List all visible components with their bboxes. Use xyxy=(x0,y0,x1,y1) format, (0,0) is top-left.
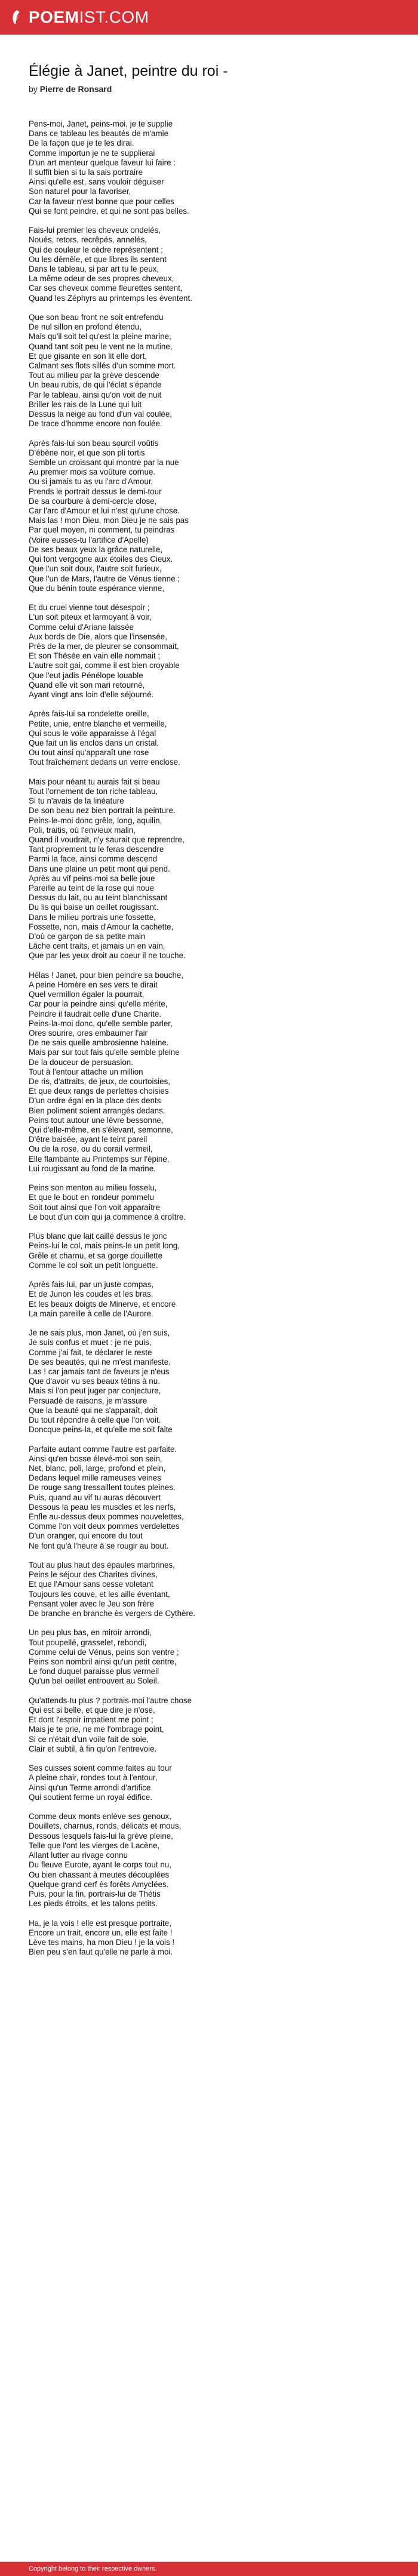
copyright-text: Copyright belong to their respective owners. xyxy=(29,2565,157,2572)
poem-line: Lâche cent traits, et jamais un en vain, xyxy=(29,941,165,951)
poem-line: Pareille au teint de la rose qui noue xyxy=(29,883,154,892)
poem-line: Que l'un de Mars, l'autre de Vénus tienne ; xyxy=(29,574,180,583)
poem-line: Comme j'ai fait, te déclarer le reste xyxy=(29,1347,152,1357)
poem-line: Mais par sur tout fais qu'elle semble pleine xyxy=(29,1048,180,1057)
poem-line: Que du bénin toute espérance vienne, xyxy=(29,583,165,593)
poem-line: Bien peu s'en faut qu'elle ne parle à moi. xyxy=(29,1947,173,1957)
poem-line: Car la faveur n'est bonne que pour celles xyxy=(29,196,174,206)
poem-line: Comme importun je ne te supplierai xyxy=(29,148,155,158)
poem-line: Las ! car jamais tant de faveurs je n'eus xyxy=(29,1367,170,1377)
poem-line: Dessous la peau les muscles et les nerfs, xyxy=(29,1502,176,1512)
poem-line: De sa courbure à demi-cercle close, xyxy=(29,496,157,506)
poem-line: Puis, pour la fin, portrais-lui de Thétis xyxy=(29,1889,161,1898)
poem-line: Prends le portrait dessus le demi-tour xyxy=(29,487,162,496)
poem-line: Ou si jamais tu as vu l'arc d'Amour, xyxy=(29,477,153,487)
poem-line: Quand elle vit son mari retourné, xyxy=(29,680,145,690)
logo-text-bold: POEM xyxy=(29,8,79,26)
poem-line: Mais si l'on peut juger par conjecture, xyxy=(29,1386,161,1396)
poem-line: Quel vermillon égaler la pourrait, xyxy=(29,990,145,999)
poem-line: Ses cuisses soient comme faites au tour xyxy=(29,1764,172,1773)
stanza xyxy=(29,439,393,593)
poem-line: Peins-lui le col, mais peins-le un petit long, xyxy=(29,1241,180,1251)
poem-line: Dans une plaine un petit mont qui pend. xyxy=(29,864,170,873)
stanza xyxy=(29,1919,393,1958)
poem-line: Ayant vingt ans loin d'elle séjourné. xyxy=(29,690,154,699)
poem-line: Au premier mois sa voûture cornue. xyxy=(29,467,156,477)
poem-line: Net, blanc, poli, large, profond et plein, xyxy=(29,1464,166,1473)
poem-line: Calmant ses flots sillés d'un somme mort. xyxy=(29,361,176,371)
author-link[interactable]: Pierre de Ronsard xyxy=(39,84,112,94)
poem-line: Quelque grand cerf ès forêts Amyclées. xyxy=(29,1879,169,1889)
poem-line: Lui rougissant au fond de la marine. xyxy=(29,1164,156,1173)
stanza xyxy=(29,603,393,700)
poem-line: Soit tout ainsi que l'on voit apparaître xyxy=(29,1202,160,1212)
poem-line: Du tout répondre à celle que l'on voit. xyxy=(29,1415,161,1425)
poem-line: Et dont l'espoir impatient me point ; xyxy=(29,1715,153,1725)
poem-line: Ores sourire, ores embaumer l'air xyxy=(29,1028,148,1038)
poem-line: Peins son menton au milieu fosselu, xyxy=(29,1183,157,1193)
poem-line: Dessus la neige au fond d'un val coulée, xyxy=(29,410,173,419)
poem-line: Puis, quand au vif tu auras découvert xyxy=(29,1492,161,1502)
poem-line: Mais qu'il soit tel qu'est la pleine marine, xyxy=(29,332,171,341)
poem-line: Grêle et charnu, et sa gorge douillette xyxy=(29,1251,163,1260)
stanza xyxy=(29,777,393,961)
stanza xyxy=(29,1764,393,1802)
poem-line: (Voire eusses-tu l'artifice d'Apelle) xyxy=(29,535,149,544)
poem-line: Peins tout autour une lèvre bessonne, xyxy=(29,1115,164,1125)
poem-line: De la façon que je te les dirai. xyxy=(29,139,134,148)
poem-line: Près de la mer, de pleurer se consommait, xyxy=(29,641,179,651)
poem-line: De ses beaux yeux la grâce naturelle, xyxy=(29,544,163,554)
poem-line: D'être baisée, ayant le teint pareil xyxy=(29,1135,147,1144)
poem-line: Je suis confus et muet : je ne puis, xyxy=(29,1338,152,1347)
stanza xyxy=(29,226,393,303)
poem-line: Ha, je la vois ! elle est presque portraite, xyxy=(29,1918,171,1928)
poem-line: Après fais-lui son beau sourcil voûtis xyxy=(29,438,159,448)
poem-line: Du fleuve Eurote, ayant le corps tout nu, xyxy=(29,1860,171,1870)
poem-line: Que l'un soit doux, l'autre soit furieux, xyxy=(29,564,162,574)
poem-line: Peins le séjour des Charites divines, xyxy=(29,1570,158,1580)
poem-line: Tout à l'entour attache un million xyxy=(29,1067,143,1076)
poem-line: La même odeur de ses propres cheveux, xyxy=(29,274,174,284)
poem-line: D'où ce garçon de sa petite main xyxy=(29,931,146,941)
poem-line: L'autre soit gai, comme il est bien croyable xyxy=(29,661,180,670)
poem-line: Fossette, non, mais d'Amour la cachette, xyxy=(29,922,174,931)
poem-line: Quand il voudrait, n'y saurait que reprendre, xyxy=(29,835,185,844)
poem-line: Peindre il faudrait celle d'une Charite. xyxy=(29,1009,162,1018)
poem-line: Persuadé de raisons, je m'assure xyxy=(29,1396,147,1405)
poem-line: Qui d'elle-même, en s'élevant, semonne, xyxy=(29,1125,173,1135)
poem-line: Allant lutter au rivage connu xyxy=(29,1851,128,1860)
poem-line: Peins-la-moi donc, qu'elle semble parler, xyxy=(29,1018,173,1028)
poem-line: Si tu n'avais de la linéature xyxy=(29,796,124,806)
poem-line: Qui font vergogne aux étoiles des Cieux. xyxy=(29,555,173,564)
stanza xyxy=(29,1280,393,1319)
stanza xyxy=(29,1183,393,1222)
poem-line: Toujours les couve, et les aille éventant, xyxy=(29,1589,170,1599)
poem-line: Ou les démêle, et que libres ils sentent xyxy=(29,254,167,264)
poem-line: Il suffit bien si tu la sais portraire xyxy=(29,168,143,177)
poem-line: Quand tant soit peu le vent ne la mutine, xyxy=(29,341,173,351)
poem-line: Si ce n'était d'un voile fait de soie, xyxy=(29,1734,149,1744)
poem-line: Qui est si belle, et que dire je n'ose, xyxy=(29,1706,155,1715)
poem-line: Quand les Zéphyrs au printemps les éventent. xyxy=(29,293,192,303)
poem-line: Le bout d'un coin qui ja commence à croître. xyxy=(29,1212,186,1221)
poem-line: Et de Junon les coudes et les bras, xyxy=(29,1289,153,1299)
poem-line: Que la beauté qui ne s'apparaît, doit xyxy=(29,1405,158,1415)
poem-line: Telle que l'ont les vierges de Lacène, xyxy=(29,1841,160,1850)
poem-line: Après fais-lui, par un juste compas, xyxy=(29,1280,154,1289)
logo-text-light: IST.COM xyxy=(79,8,149,26)
quill-pen-icon[interactable] xyxy=(8,9,25,26)
poem-line: Tout fraîchement dedans un verre enclose. xyxy=(29,758,180,767)
poem-line: Tout poupellé, grasselet, rebondi, xyxy=(29,1638,147,1647)
poem-line: De ris, d'attraits, de jeux, de courtoisies, xyxy=(29,1077,170,1086)
poem-line: De nul sillon en profond étendu, xyxy=(29,322,142,332)
page-title: Élégie à Janet, peintre du roi - xyxy=(29,63,228,79)
poem-line: Et son Thésée en vain elle nommait ; xyxy=(29,651,161,661)
poem-line: Bien poliment soient arrangés dedans. xyxy=(29,1106,165,1115)
poem-line: Ou de la rose, ou du corail vermeil, xyxy=(29,1144,153,1154)
poem-line: Tout au milieu par la grève descende xyxy=(29,371,159,380)
poem-line: Un beau rubis, de qui l'éclat s'épande xyxy=(29,380,162,390)
poem-line: Enfle au-dessus deux pommes nouvelettes, xyxy=(29,1512,184,1522)
poem-line: Par le tableau, ainsi qu'on voit de nuit xyxy=(29,390,162,399)
poem-line: D'un ordre égal en la place des dents xyxy=(29,1096,161,1106)
poem-line: Que par les yeux droit au coeur il ne touche. xyxy=(29,951,186,961)
poem-line: Poli, traitis, où l'envieux malin, xyxy=(29,825,136,835)
poem-line: Pens-moi, Janet, peins-moi, je te supplie xyxy=(29,119,173,128)
poem-line: L'un soit piteux et larmoyant à voir, xyxy=(29,613,152,622)
poem-line: Que l'eut jadis Pénélope louable xyxy=(29,670,143,680)
poem-line: De ses beautés, qui ne m'est manifeste. xyxy=(29,1357,171,1367)
site-footer xyxy=(0,2562,418,2576)
stanza xyxy=(29,971,393,1174)
poem-line: Après fais-lui sa rondelette oreille, xyxy=(29,709,149,719)
poem-line: De ne sais quelle ambrosienne haleine. xyxy=(29,1038,169,1048)
poem-line: A peine Homère en ses vers te dirait xyxy=(29,980,158,989)
poem-line: Noués, retors, recrêpés, annelés, xyxy=(29,235,147,245)
poem-line: Dans le tableau, si par art tu le peux, xyxy=(29,264,159,274)
poem-body xyxy=(29,119,393,1957)
poem-line: Doncque peins-la, et qu'elle me soit faite xyxy=(29,1425,173,1435)
poem-line: Un peu plus bas, en miroir arrondi, xyxy=(29,1628,152,1638)
poem-line: Je ne sais plus, mon Janet, où j'en suis, xyxy=(29,1328,170,1338)
poem-line: Et que deux rangs de perlettes choisies xyxy=(29,1087,169,1096)
poem-line: D'un art menteur quelque faveur lui faire : xyxy=(29,158,176,167)
stanza xyxy=(29,1628,393,1686)
poem-line: Qu'un bel oeillet entrouvert au Soleil. xyxy=(29,1676,159,1686)
poem-line: Peins son nombril ainsi qu'un petit centre, xyxy=(29,1657,177,1667)
poem-line: Parfaite autant comme l'autre est parfaite. xyxy=(29,1444,177,1454)
poem-line: Car ses cheveux comme fleurettes sentent, xyxy=(29,284,183,293)
poem-line: Clair et subtil, à fin qu'on l'entrevoie. xyxy=(29,1744,157,1753)
poem-line: Comme celui de Vénus, peins son ventre ; xyxy=(29,1647,179,1657)
poem-line: De la douceur de persuasion. xyxy=(29,1057,133,1067)
poem-line: Parmi la face, ainsi comme descend xyxy=(29,854,158,864)
poem-line: Après au vif peins-moi sa belle joue xyxy=(29,873,155,883)
poem-line: Comme celui d'Ariane laissée xyxy=(29,622,134,632)
stanza xyxy=(29,1561,393,1618)
poem-line: Encore un trait, encore un, elle est faite ! xyxy=(29,1928,173,1937)
poem-line: Dans ce tableau les beautés de m'amie xyxy=(29,129,169,139)
poem-line: Par quel moyen, ni comment, tu peindras xyxy=(29,525,175,535)
poem-line: Plus blanc que lait caillé dessus le jonc xyxy=(29,1232,167,1241)
stanza xyxy=(29,119,393,216)
poem-line: Qui soutient ferme un royal édifice. xyxy=(29,1792,152,1802)
poem-line: Ou bien chassant à meutes découplées xyxy=(29,1870,170,1879)
poem-line: Hélas ! Janet, pour bien peindre sa bouche, xyxy=(29,970,184,980)
poem-line: Et que l'Amour sans cesse voletant xyxy=(29,1580,153,1589)
poem-line: Pensant voler avec le Jeu son frère xyxy=(29,1599,154,1608)
stanza xyxy=(29,1328,393,1435)
poem-line: Que son beau front ne soit entrefendu xyxy=(29,313,164,322)
poem-line: Dessus du lait, ou au teint blanchissant xyxy=(29,893,168,903)
poem-line: Fais-lui premier les cheveux ondelés, xyxy=(29,226,161,235)
stanza xyxy=(29,1812,393,1909)
poem-line: Qui de couleur le cèdre représentent ; xyxy=(29,245,163,254)
poem-line: Le fond duquel paraisse plus vermeil xyxy=(29,1667,159,1676)
poem-line: Dessous lesquels fais-lui la grève pleine, xyxy=(29,1831,173,1841)
poem-line: Que d'avoir vu ses beaux tétins à nu. xyxy=(29,1377,160,1386)
poem-line: De branche en branche ès vergers de Cythère. xyxy=(29,1609,196,1618)
site-logo[interactable] xyxy=(29,8,149,27)
stanza xyxy=(29,1696,393,1754)
poem-line: Et les beaux doigts de Minerve, et encore xyxy=(29,1299,176,1309)
poem-line: Semble un croissant qui montre par la nue xyxy=(29,458,179,467)
poem-line: Comme deux monts enlève ses genoux, xyxy=(29,1812,171,1821)
site-header xyxy=(0,0,418,35)
poem-line: Car l'arc d'Amour et lui n'est qu'une chose. xyxy=(29,506,180,516)
poem-line: Ou tout ainsi qu'apparaît une rose xyxy=(29,748,149,758)
poem-line: Et que gisante en son lit elle dort, xyxy=(29,351,147,361)
stanza xyxy=(29,1445,393,1551)
poem-line: Mais las ! mon Dieu, mon Dieu je ne sais pas xyxy=(29,516,189,525)
poem-line: De trace d'homme encore non foulée. xyxy=(29,419,162,429)
poem-line: Car pour la peindre ainsi qu'elle mérite, xyxy=(29,999,168,1009)
poem-line: Petite, unie, entre blanche et vermeille, xyxy=(29,719,167,728)
poem-line: Tout l'ornement de ton riche tableau, xyxy=(29,786,158,796)
poem-line: Ainsi qu'elle est, sans vouloir déguiser xyxy=(29,177,164,187)
poem-line: Ne font qu'à l'heure à se rougir au bout. xyxy=(29,1541,169,1550)
poem-line: D'ébène noir, et que son pli tortis xyxy=(29,448,145,457)
poem-line: Peins-le-moi donc grêle, long, aquilin, xyxy=(29,815,162,825)
poem-line: Les pieds étroits, et les talons petits. xyxy=(29,1899,158,1909)
poem-line: D'un oranger, qui encore du tout xyxy=(29,1531,143,1541)
poem-line: Lève tes mains, ha mon Dieu ! je la vois ! xyxy=(29,1937,175,1947)
poem-line: Tant proprement tu le feras descendre xyxy=(29,845,164,854)
poem-line: Douillets, charnus, ronds, délicats et mous, xyxy=(29,1821,182,1831)
byline xyxy=(29,84,393,94)
poem-line: Que fait un lis enclos dans un cristal, xyxy=(29,738,159,747)
poem-line: Dedans lequel mille rameuses veines xyxy=(29,1473,161,1483)
poem-line: Ainsi qu'un Terme arrondi d'artifice xyxy=(29,1783,151,1792)
poem-line: Ainsi qu'en bosse élevé-moi son sein, xyxy=(29,1454,162,1463)
poem-line: Aux bords de Die, alors que l'insensée, xyxy=(29,632,167,641)
poem-container xyxy=(29,62,393,1967)
poem-line: Tout au plus haut des épaules marbrines, xyxy=(29,1561,175,1570)
poem-line: Son naturel pour la favoriser, xyxy=(29,187,131,196)
poem-line: Briller les rais de la Lune qui luit xyxy=(29,399,142,409)
stanza xyxy=(29,1232,393,1270)
poem-line: Et que le bout en rondeur pommelu xyxy=(29,1193,154,1202)
poem-line: Et du cruel vienne tout désespoir ; xyxy=(29,603,150,613)
poem-line: De son beau nez bien portrait la peinture. xyxy=(29,806,176,815)
poem-line: Elle flambante au Printemps sur l'épine, xyxy=(29,1154,170,1164)
poem-line: Mais pour néant tu aurais fait si beau xyxy=(29,777,160,786)
poem-line: De rouge sang tressaillent toutes pleines. xyxy=(29,1483,176,1492)
byline-label: by xyxy=(29,84,38,94)
poem-line: Qui se font peindre, et qui ne sont pas belles. xyxy=(29,206,189,216)
poem-line: Qui sous le voile apparaisse à l'égal xyxy=(29,728,156,738)
poem-line: A pleine chair, rondes tout à l'entour, xyxy=(29,1773,158,1783)
poem-line: Comme le col soit un petit longuette. xyxy=(29,1260,158,1270)
poem-line: Du lis qui baise un oeillet rougissant. xyxy=(29,903,159,912)
stanza xyxy=(29,313,393,429)
poem-line: Mais je te prie, ne me l'ombrage point, xyxy=(29,1725,164,1734)
stanza xyxy=(29,709,393,767)
poem-line: Comme l'on voit deux pommes verdelettes xyxy=(29,1522,180,1531)
poem-line: Dans le milieu portrais une fossette, xyxy=(29,912,156,922)
poem-line: Qu'attends-tu plus ? portrais-moi l'autre chose xyxy=(29,1695,192,1705)
poem-line: La main pareille à celle de l'Aurore. xyxy=(29,1309,153,1318)
